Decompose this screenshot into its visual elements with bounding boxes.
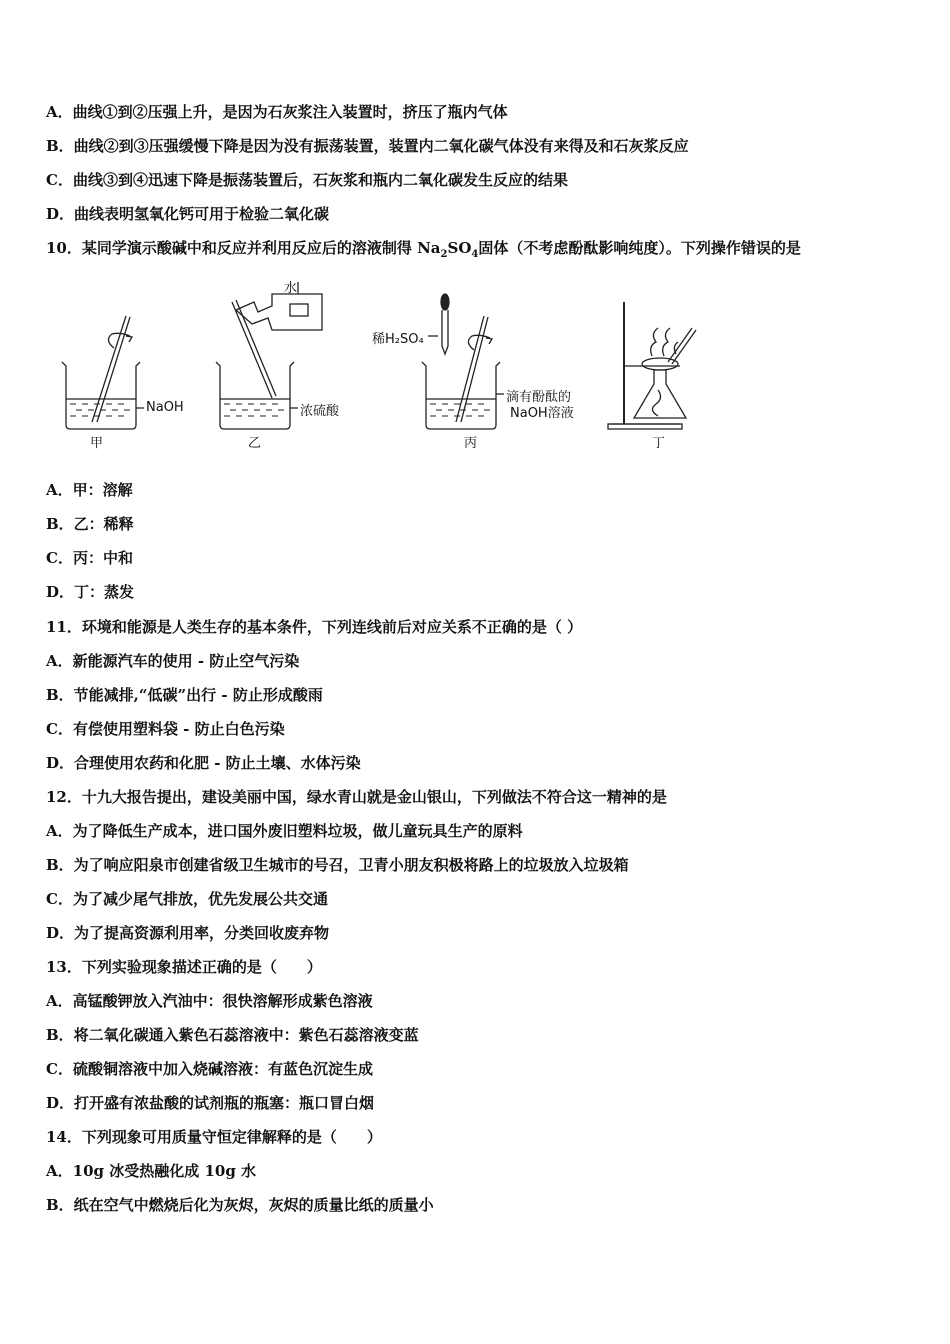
- q10-option-a: A．甲：溶解: [46, 481, 133, 499]
- figure-label-bing: 丙: [464, 436, 478, 451]
- q13-option-a: A．高锰酸钾放入汽油中：很快溶解形成紫色溶液: [46, 992, 373, 1010]
- beaker-jia-icon: [62, 316, 144, 429]
- reagent-label-conc-sulfuric: 浓硫酸: [300, 404, 340, 419]
- beaker-bing-icon: [422, 294, 504, 429]
- q14-option-a: A．10g 冰受热融化成 10g 水: [46, 1162, 257, 1180]
- q10-option-c: C．丙：中和: [46, 549, 133, 567]
- figure-label-jia: 甲: [90, 436, 104, 451]
- evaporation-setup-icon: [608, 302, 696, 429]
- lab-apparatus-drawing: [40, 272, 700, 462]
- q10-stem: 10．某同学演示酸碱中和反应并利用反应后的溶液制得 $Na_2SO_4$固体（不考虑酚酞影响纯度）。下列操作错误的是: [46, 239, 801, 260]
- q12-option-b: B．为了响应阳泉市创建省级卫生城市的号召，卫青小朋友积极将路上的垃圾放入垃圾箱: [46, 856, 629, 874]
- q11-option-c: C．有偿使用塑料袋 - 防止白色污染: [46, 720, 285, 738]
- q10-option-d: D．丁：蒸发: [46, 583, 135, 601]
- q13-option-c: C．硫酸铜溶液中加入烧碱溶液：有蓝色沉淀生成: [46, 1060, 373, 1078]
- q12-stem: 12．十九大报告提出，建设美丽中国，绿水青山就是金山银山，下列做法不符合这一精神的是: [46, 788, 667, 806]
- reagent-label-phenol-line1: 滴有酚酞的: [506, 390, 572, 405]
- q14-option-b: B．纸在空气中燃烧后化为灰烬，灰烬的质量比纸的质量小: [46, 1196, 434, 1214]
- q12-option-c: C．为了减少尾气排放，优先发展公共交通: [46, 890, 328, 908]
- label-water: 水: [284, 281, 298, 296]
- q13-stem: 13．下列实验现象描述正确的是（ ）: [46, 958, 322, 976]
- q11-option-b: B．节能减排,“低碳”出行 - 防止形成酸雨: [46, 686, 323, 704]
- q14-stem: 14．下列现象可用质量守恒定律解释的是（ ）: [46, 1128, 382, 1146]
- reagent-label-naoh: NaOH: [146, 400, 184, 415]
- q10-figure: [40, 272, 700, 462]
- figure-label-yi: 乙: [248, 436, 262, 451]
- q10-option-b: B．乙：稀释: [46, 515, 134, 533]
- q11-option-d: D．合理使用农药和化肥 - 防止土壤、水体污染: [46, 754, 361, 772]
- q9-option-c: C．曲线③到④迅速下降是振荡装置后，石灰浆和瓶内二氧化碳发生反应的结果: [46, 171, 568, 189]
- q12-option-d: D．为了提高资源利用率，分类回收废弃物: [46, 924, 330, 942]
- q9-option-b: B．曲线②到③压强缓慢下降是因为没有振荡装置，装置内二氧化碳气体没有来得及和石灰浆反应: [46, 137, 689, 155]
- q12-option-a: A．为了降低生产成本，进口国外废旧塑料垃圾，做儿童玩具生产的原料: [46, 822, 523, 840]
- q13-option-b: B．将二氧化碳通入紫色石蕊溶液中：紫色石蕊溶液变蓝: [46, 1026, 419, 1044]
- q11-option-a: A．新能源汽车的使用 - 防止空气污染: [46, 652, 300, 670]
- q11-stem: 11．环境和能源是人类生存的基本条件，下列连线前后对应关系不正确的是（ ）: [46, 618, 583, 636]
- q9-option-a: A．曲线①到②压强上升，是因为石灰浆注入装置时，挤压了瓶内气体: [46, 103, 508, 121]
- dropper-label-dilute-sulfuric: 稀H₂SO₄: [372, 332, 424, 347]
- figure-label-ding: 丁: [652, 436, 666, 451]
- q9-option-d: D．曲线表明氢氧化钙可用于检验二氧化碳: [46, 205, 330, 223]
- reagent-label-phenol-line2: NaOH溶液: [510, 406, 574, 421]
- q13-option-d: D．打开盛有浓盐酸的试剂瓶的瓶塞：瓶口冒白烟: [46, 1094, 375, 1112]
